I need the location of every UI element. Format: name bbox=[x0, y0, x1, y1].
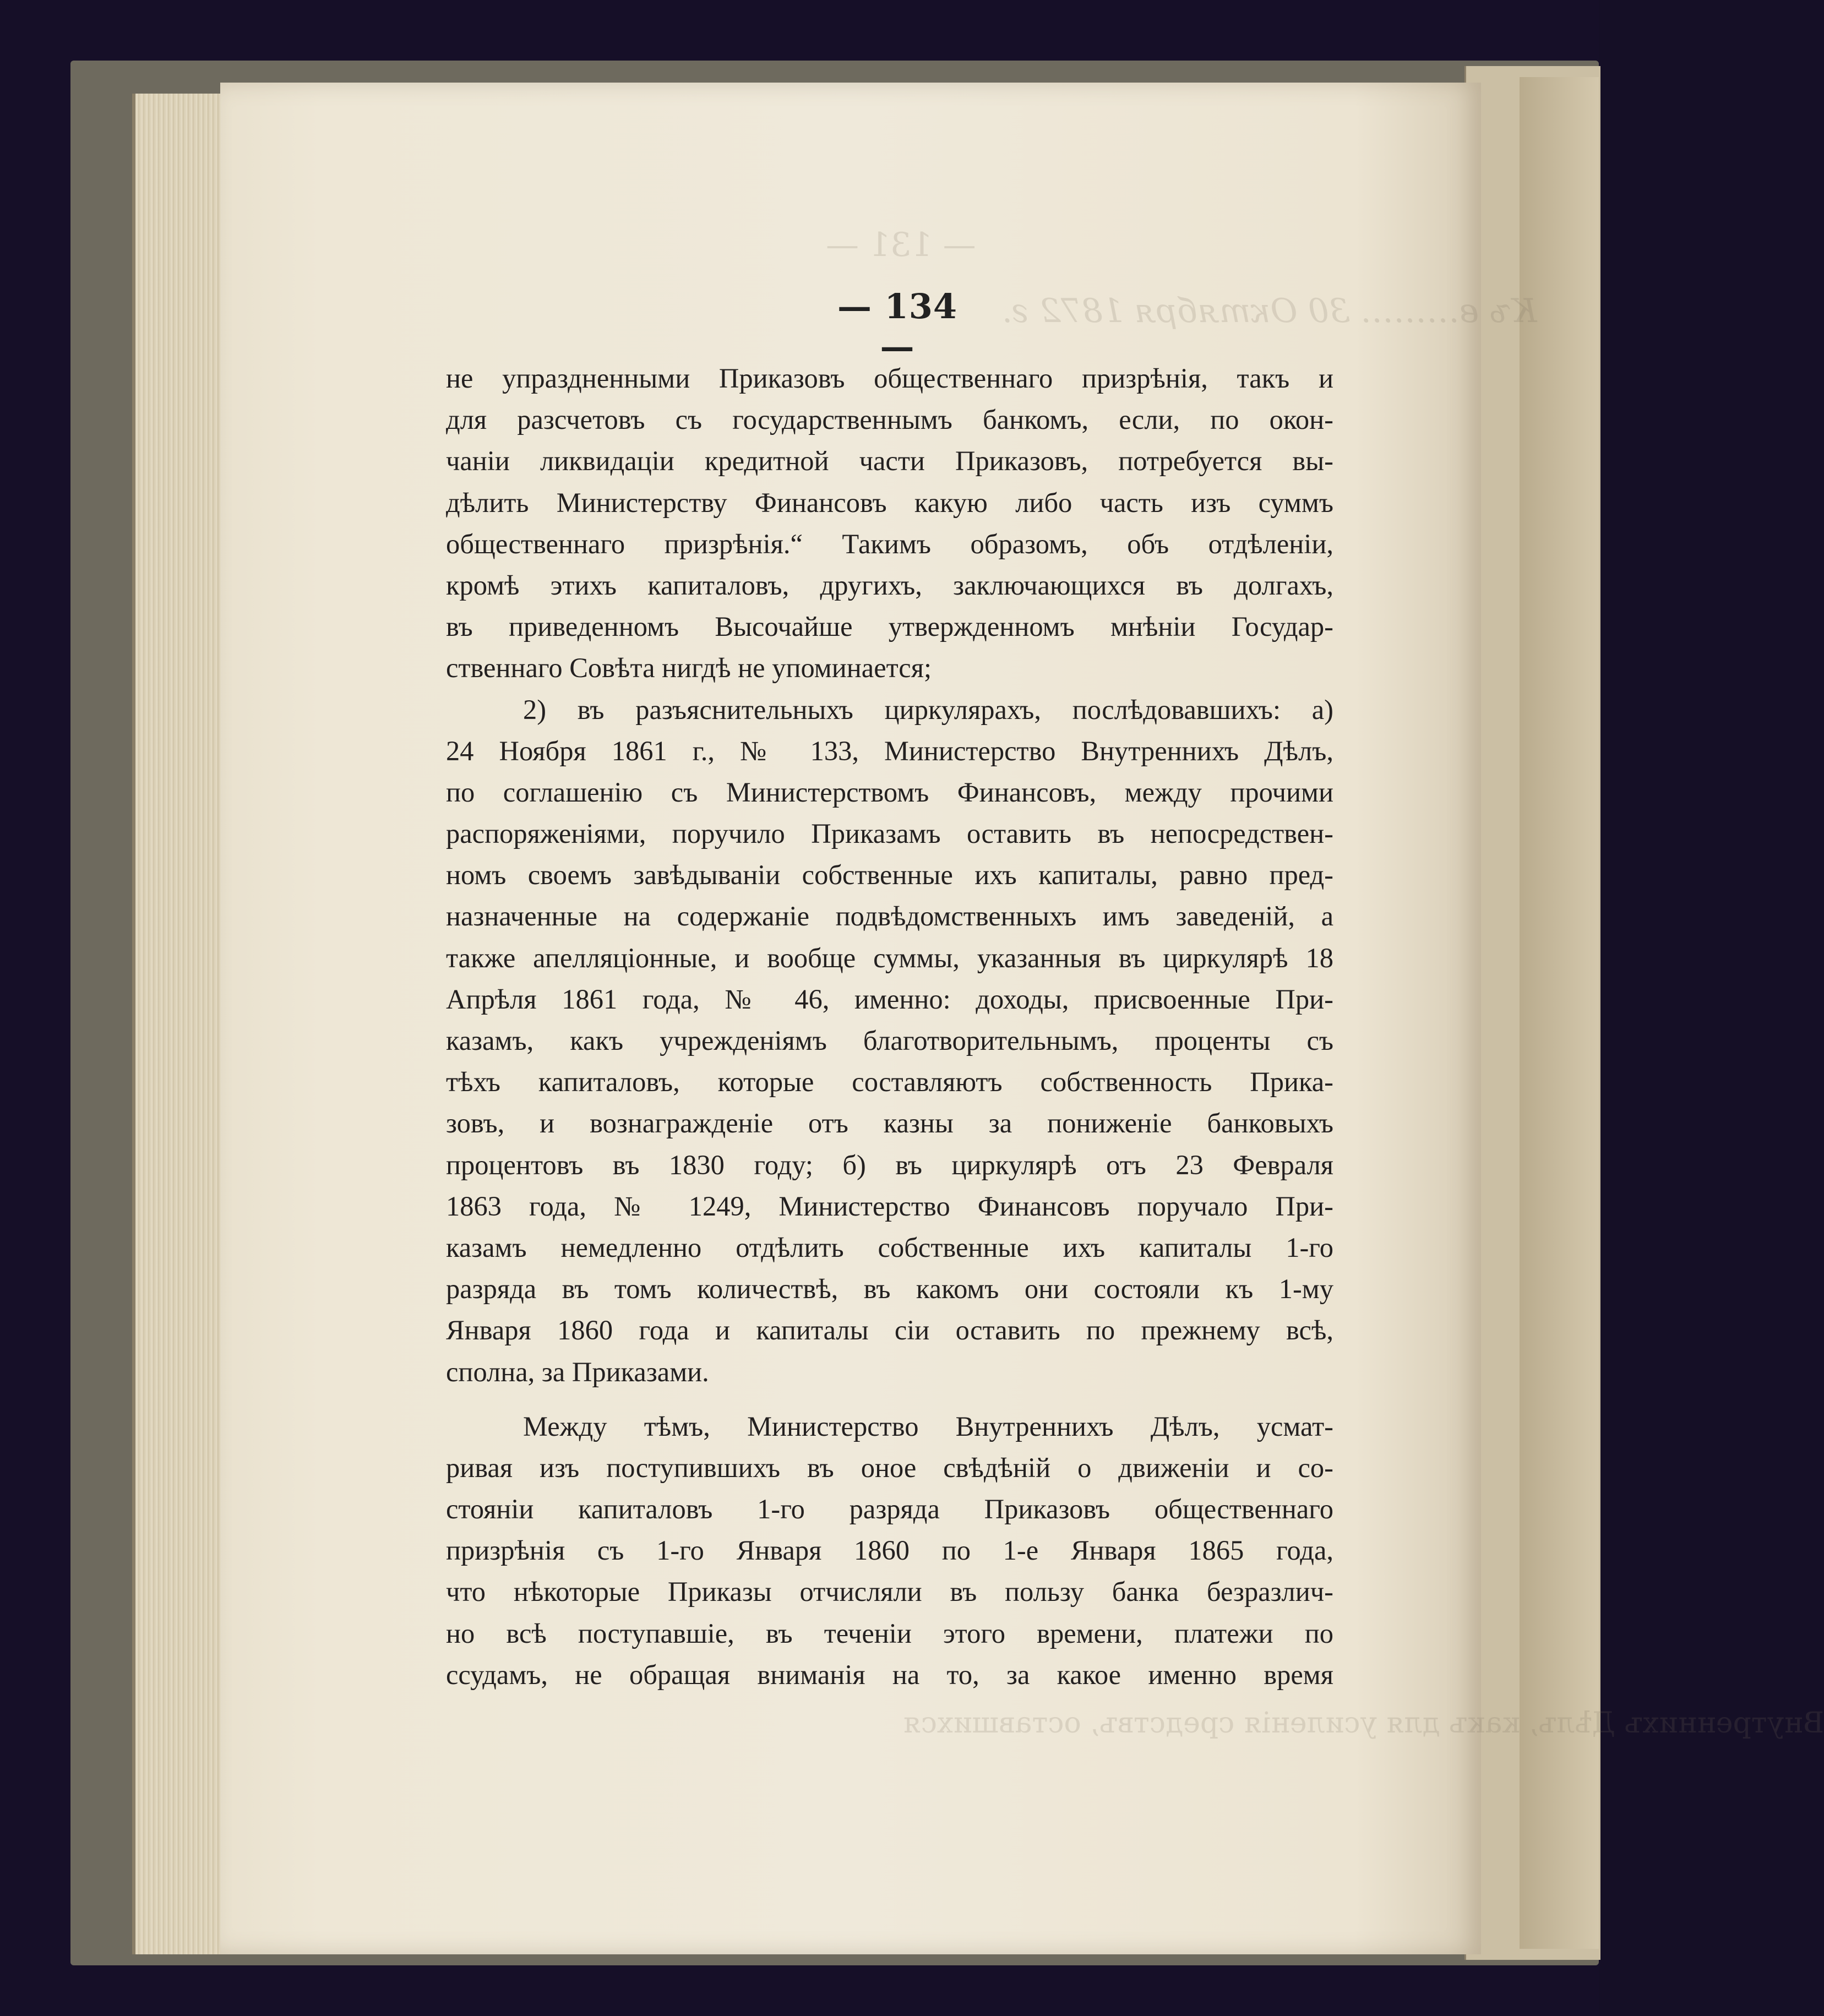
text-line: Апрѣля 1861 года, № 46, именно: доходы, присвоенные При- bbox=[446, 983, 1333, 1015]
text-line: 24 Ноября 1861 г., № 133, Министерство Внутреннихъ Дѣлъ, bbox=[446, 735, 1333, 766]
paragraph-spacer bbox=[446, 1393, 1333, 1406]
text-line: общественнаго призрѣнія.“ Такимъ образомъ, объ отдѣленіи, bbox=[446, 528, 1333, 559]
text-line: Января 1860 года и капиталы сіи оставить по прежнему всѣ, bbox=[446, 1315, 1333, 1346]
paragraph-3 bbox=[446, 1406, 1333, 1696]
text-line: ственнаго Совѣта нигдѣ не упоминается; bbox=[446, 652, 932, 684]
text-line: распоряженіями, поручило Приказамъ оставить въ непосредствен- bbox=[446, 818, 1333, 849]
paragraph-2 bbox=[446, 689, 1333, 1393]
opposite-page-edge bbox=[1520, 77, 1599, 1949]
text-line: 1863 года, № 1249, Министерство Финансовъ поручало При- bbox=[446, 1190, 1333, 1222]
bleed-through-header-line: Къ в……… 30 Октября 1872 г. bbox=[1002, 292, 1537, 330]
text-line: призрѣнія съ 1-го Января 1860 по 1-е Января 1865 года, bbox=[446, 1535, 1333, 1566]
text-line: казамъ немедленно отдѣлить собственные ихъ капиталы 1-го bbox=[446, 1232, 1333, 1263]
text-line: въ приведенномъ Высочайше утвержденномъ мнѣніи Государ- bbox=[446, 611, 1333, 642]
text-line: разряда въ томъ количествѣ, въ какомъ они состояли къ 1-му bbox=[446, 1273, 1333, 1305]
page-number: — 134 — bbox=[837, 286, 957, 367]
page-block-edge bbox=[132, 94, 229, 1954]
text-line: не упраздненными Приказовъ общественнаго призрѣнія, такъ и bbox=[446, 363, 1333, 394]
text-line: зовъ, и вознагражденіе отъ казны за пониженіе банковыхъ bbox=[446, 1108, 1333, 1139]
text-line: чаніи ликвидаціи кредитной части Приказовъ, потребуется вы- bbox=[446, 445, 1333, 477]
text-line: назначенные на содержаніе подвѣдомственныхъ имъ заведеній, а bbox=[446, 901, 1333, 932]
body-text bbox=[446, 358, 1333, 1696]
bleed-through-bottom-line: Внутреннихъ Дѣлъ, какъ для усиленія средствъ, оставшихся bbox=[903, 1707, 1824, 1740]
text-line: 2) въ разъяснительныхъ циркулярахъ, послѣдовавшихъ: а) bbox=[523, 694, 1333, 725]
text-line: процентовъ въ 1830 году; б) въ циркулярѣ отъ 23 Февраля bbox=[446, 1149, 1333, 1180]
text-line: также апелляціонные, и вообще суммы, указанныя въ циркулярѣ 18 bbox=[446, 942, 1333, 973]
text-line: казамъ, какъ учрежденіямъ благотворительнымъ, проценты съ bbox=[446, 1025, 1333, 1056]
bleed-through-page-number: — 131 — bbox=[826, 226, 976, 264]
text-line: тѣхъ капиталовъ, которые составляютъ собственность Прика- bbox=[446, 1066, 1333, 1098]
text-line: ссудамъ, не обращая вниманія на то, за какое именно время bbox=[446, 1659, 1333, 1690]
text-line: ривая изъ поступившихъ въ оное свѣдѣній о движеніи и со- bbox=[446, 1452, 1333, 1483]
text-line: кромѣ этихъ капиталовъ, другихъ, заключающихся въ долгахъ, bbox=[446, 569, 1333, 601]
paragraph-1 bbox=[446, 358, 1333, 689]
text-line: что нѣкоторые Приказы отчисляли въ пользу банка безразлич- bbox=[446, 1576, 1333, 1608]
text-line: номъ своемъ завѣдываніи собственные ихъ капиталы, равно пред- bbox=[446, 859, 1333, 891]
text-line: дѣлить Министерству Финансовъ какую либо часть изъ суммъ bbox=[446, 487, 1333, 518]
text-line: стояніи капиталовъ 1-го разряда Приказовъ общественнаго bbox=[446, 1494, 1333, 1525]
text-line: Между тѣмъ, Министерство Внутреннихъ Дѣлъ, усмат- bbox=[523, 1410, 1333, 1442]
text-line: но всѣ поступавшіе, въ теченіи этого времени, платежи по bbox=[446, 1617, 1333, 1649]
text-line: сполна, за Приказами. bbox=[446, 1356, 709, 1387]
text-line: для разсчетовъ съ государственнымъ банкомъ, если, по окон- bbox=[446, 404, 1333, 435]
text-line: по соглашенію съ Министерствомъ Финансовъ, между прочими bbox=[446, 776, 1333, 808]
